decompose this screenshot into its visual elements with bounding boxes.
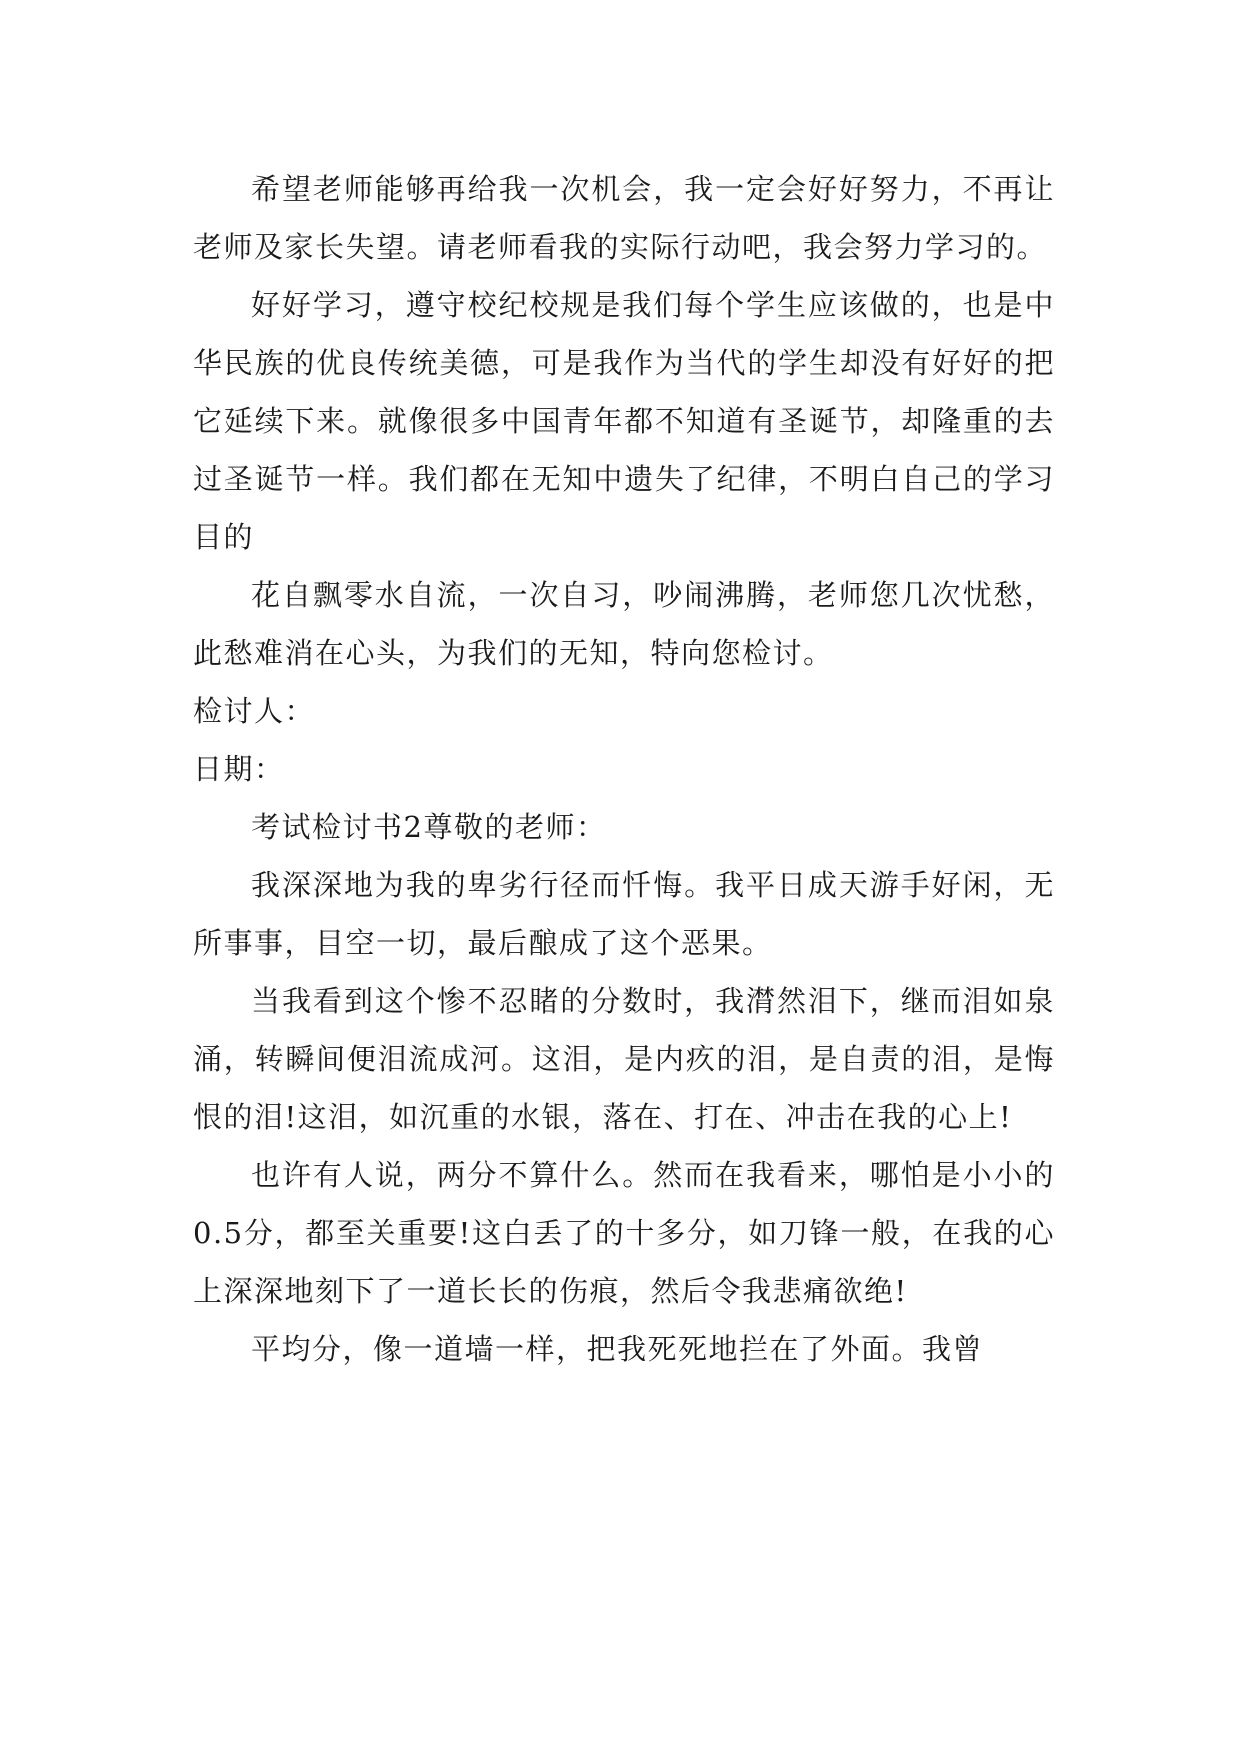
date-label: 日期：	[193, 752, 285, 786]
signature-label: 检讨人：	[193, 694, 316, 728]
paragraph-5: 当我看到这个惨不忍睹的分数时，我潸然泪下，继而泪如泉涌，转瞬间便泪流成河。这泪，是内疚的泪，是自责的泪，是悔恨的泪!这泪，如沉重的水银，落在、打在、冲击在我的心上!	[193, 984, 1055, 1134]
paragraph-7: 平均分，像一道墙一样，把我死死地拦在了外面。我曾	[251, 1332, 984, 1366]
paragraph-3: 花自飘零水自流，一次自习，吵闹沸腾，老师您几次忧愁，此愁难消在心头，为我们的无知，特向您检讨。	[193, 578, 1055, 670]
section-heading: 考试检讨书2尊敬的老师：	[251, 810, 607, 844]
paragraph-1: 希望老师能够再给我一次机会，我一定会好好努力，不再让老师及家长失望。请老师看我的实际行动吧，我会努力学习的。	[193, 172, 1055, 264]
document-body	[193, 160, 1055, 1378]
paragraph-6: 也许有人说，两分不算什么。然而在我看来，哪怕是小小的0.5分，都至关重要!这白丢了的十多分，如刀锋一般，在我的心上深深地刻下了一道长长的伤痕，然后令我悲痛欲绝!	[193, 1158, 1055, 1308]
paragraph-2: 好好学习，遵守校纪校规是我们每个学生应该做的，也是中华民族的优良传统美德，可是我作为当代的学生却没有好好的把它延续下来。就像很多中国青年都不知道有圣诞节，却隆重的去过圣诞节一样。我们都在无知中遗失了纪律，不明白自己的学习目的	[193, 288, 1055, 554]
paragraph-4: 我深深地为我的卑劣行径而忏悔。我平日成天游手好闲，无所事事，目空一切，最后酿成了这个恶果。	[193, 868, 1055, 960]
